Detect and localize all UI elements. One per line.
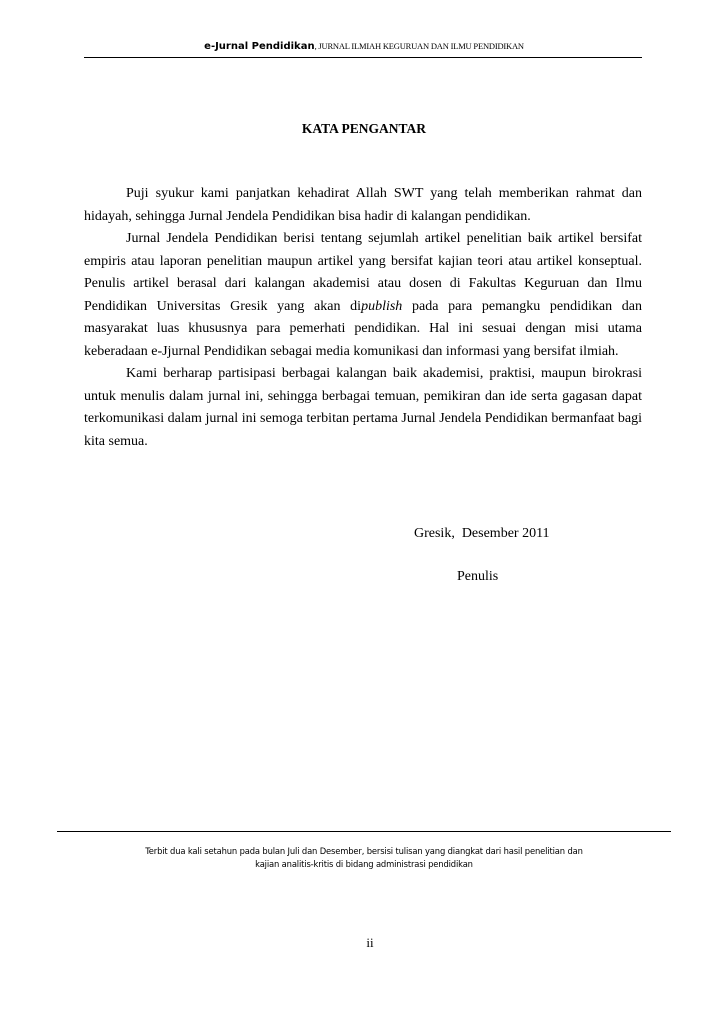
paragraph-2-part1: Jurnal Jendela Pendidikan berisi tentang sejumlah artikel penelitian baik artikel bersifat empiris atau laporan penelitian maupun artikel yang bersifat kajian teori atau artikel konseptual. Penulis artikel berasal dari kalangan akademisi atau dosen di Fakultas Keguruan dan Ilmu Pendidikan Universitas Gresik yang akan di bbox=[84, 231, 642, 314]
page-number: ii bbox=[366, 935, 374, 950]
place-date: Gresik, Desember 2011 bbox=[414, 526, 550, 541]
footer-line-2: kajian analitis-kritis di bidang administrasi pendidikan bbox=[255, 859, 473, 869]
author-signature: Penulis bbox=[457, 569, 499, 584]
paragraph-2 bbox=[84, 228, 642, 363]
header-divider bbox=[84, 57, 642, 58]
footer-line-1: Terbit dua kali setahun pada bulan Juli dan Desember, bersisi tulisan yang diangkat dari hasil penelitian dan bbox=[145, 846, 583, 856]
running-footer bbox=[0, 845, 728, 871]
paragraph-3: Kami berharap partisipasi berbagai kalangan baik akademisi, praktisi, maupun birokrasi untuk menulis dalam jurnal ini, sehingga berbagai temuan, pemikiran dan ide serta gagasan dapat terkomunikasi dalam jurnal ini semoga terbitan pertama Jurnal Jendela Pendidikan bermanfaat bagi kita semua. bbox=[84, 366, 642, 449]
body-text bbox=[84, 183, 642, 453]
footer-divider bbox=[57, 831, 671, 832]
running-header bbox=[0, 40, 728, 53]
journal-subtitle: , JURNAL ILMIAH KEGURUAN DAN ILMU PENDIDIKAN bbox=[314, 41, 524, 51]
paragraph-2-part2: pada para pemangku pendidikan dan masyarakat luas khususnya para pemerhati pendidikan. Hal ini sesuai dengan misi utama keberadaan e-Jjurnal Pendidikan sebagai media komunikasi dan informasi yang bersifat ilmiah. bbox=[84, 298, 642, 359]
paragraph-2-italic: publish bbox=[361, 298, 403, 314]
page-title: KATA PENGANTAR bbox=[301, 121, 427, 136]
journal-name: e-Jurnal Pendidikan bbox=[204, 41, 315, 52]
paragraph-1: Puji syukur kami panjatkan kehadirat Allah SWT yang telah memberikan rahmat dan hidayah, sehingga Jurnal Jendela Pendidikan bisa hadir di kalangan pendidikan. bbox=[84, 186, 642, 224]
